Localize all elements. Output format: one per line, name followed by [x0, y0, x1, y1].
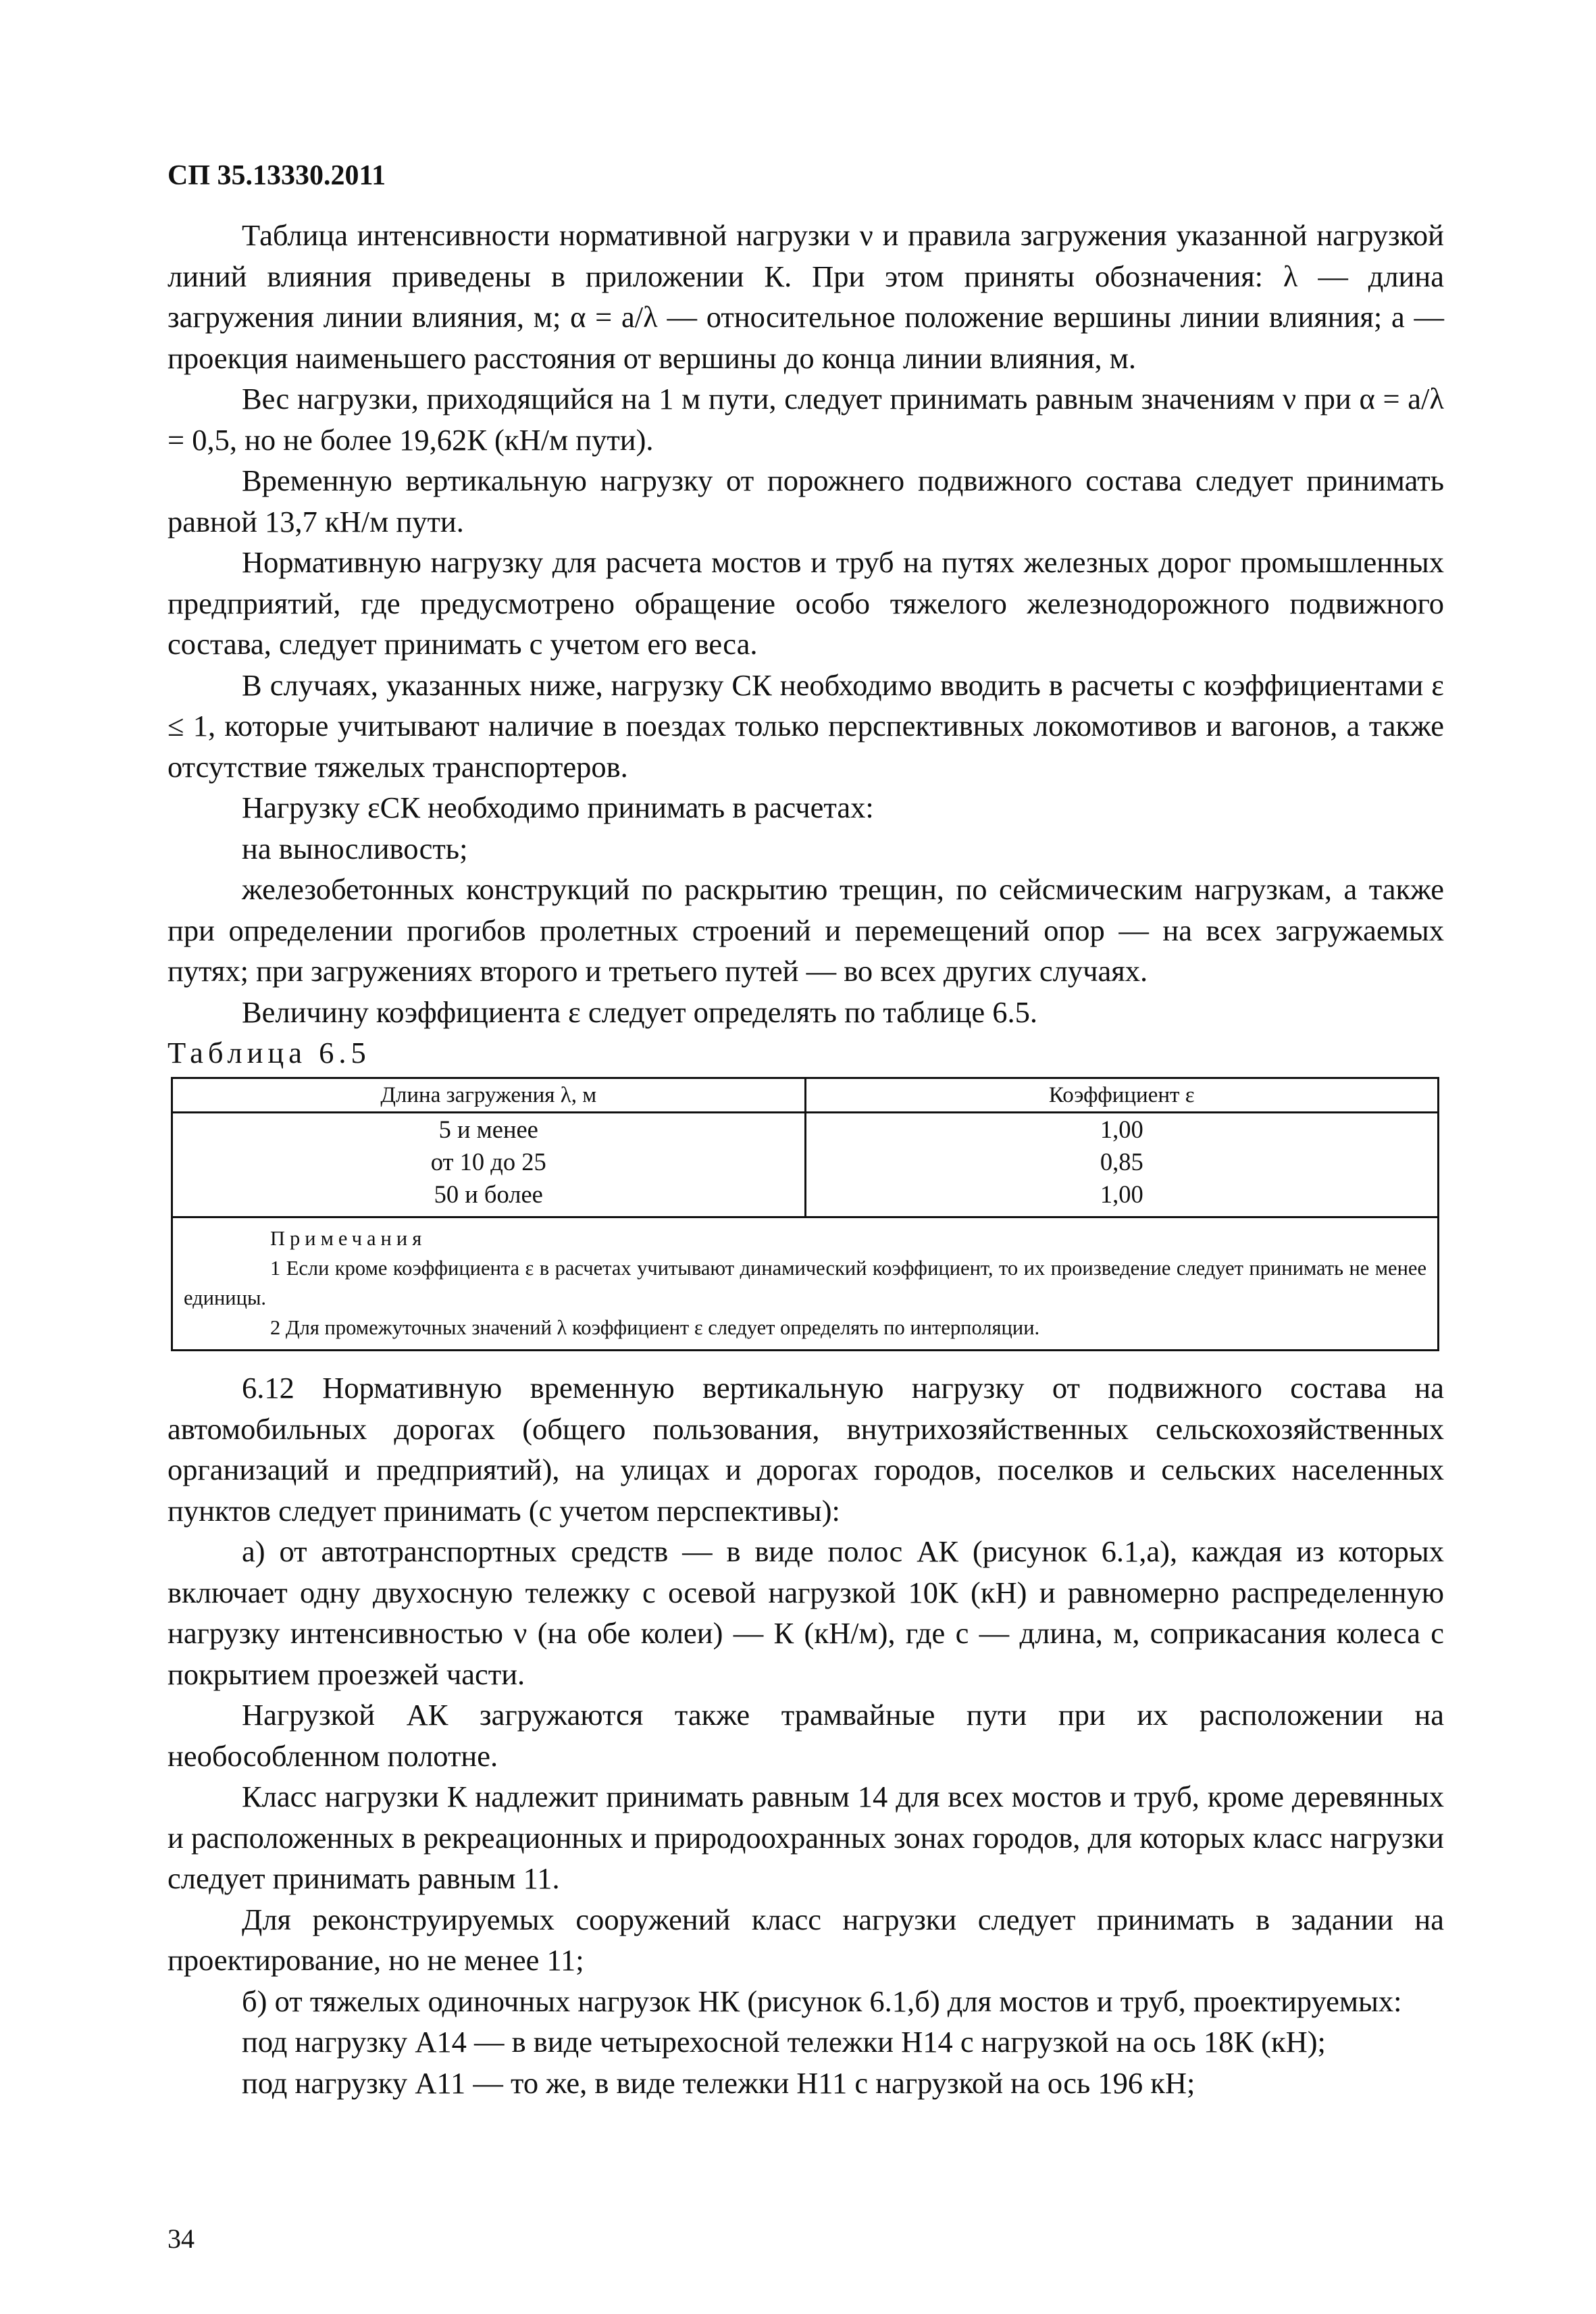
table-row	[172, 1178, 1439, 1217]
notes-title: Примечания	[270, 1227, 427, 1250]
paragraph: Нормативную нагрузку для расчета мостов и труб на путях железных дорог промышленных предприятий, где предусмотрено обращение особо тяжелого железнодорожного подвижного состава, следует принимать с учетом его веса.	[168, 545, 1444, 661]
table-cell: 5 и менее	[172, 1113, 806, 1147]
table-row	[172, 1146, 1439, 1178]
table-row	[172, 1113, 1439, 1147]
page-number: 34	[168, 2223, 195, 2254]
note-item: 1 Если кроме коэффициента ε в расчетах учитывают динамический коэффициент, то их произведение следует принимать не менее единицы.	[184, 1257, 1426, 1309]
paragraph: под нагрузку А14 — в виде четырехосной тележки Н14 с нагрузкой на ось 18К (кН);	[242, 2025, 1326, 2059]
paragraph: на выносливость;	[242, 831, 468, 865]
paragraph: Класс нагрузки К надлежит принимать равным 14 для всех мостов и труб, кроме деревянных и расположенных в рекреационных и природоохранных зонах городов, для которых класс нагрузки следует принимать равным 11.	[168, 1780, 1444, 1895]
table-cell: 50 и более	[172, 1178, 806, 1217]
coefficient-table	[171, 1077, 1439, 1351]
paragraph: а) от автотранспортных средств — в виде полос АК (рисунок 6.1,а), каждая из которых включает одну двухосную тележку с осевой нагрузкой 10К (кН) и равномерно распределенную нагрузку интенсивностью ν (на обе колеи) — К (кН/м), где с — длина, м, соприкасания колеса с покрытием проезжей части.	[168, 1534, 1444, 1691]
paragraph: В случаях, указанных ниже, нагрузку СК необходимо вводить в расчеты с коэффициентами ε ≤ 1, которые учитывают наличие в поездах только перспективных локомотивов и вагонов, а также отсутствие тяжелых транспортеров.	[168, 668, 1444, 784]
paragraph: под нагрузку А11 — то же, в виде тележки Н11 с нагрузкой на ось 196 кН;	[242, 2065, 1195, 2100]
table-cell: 0,85	[805, 1146, 1439, 1178]
paragraph: Величину коэффициента ε следует определять по таблице 6.5.	[242, 995, 1038, 1029]
text-block-lower	[168, 1367, 1444, 2103]
paragraph: Для реконструируемых сооружений класс нагрузки следует принимать в задании на проектирование, но не менее 11;	[168, 1902, 1444, 1977]
paragraph: Нагрузку εСК необходимо принимать в расчетах:	[242, 790, 874, 824]
paragraph: Вес нагрузки, приходящийся на 1 м пути, следует принимать равным значениям ν при α = a/λ = 0,5, но не более 19,62К (кН/м пути).	[168, 382, 1444, 457]
paragraph: Таблица интенсивности нормативной нагрузки ν и правила загружения указанной нагрузкой линий влияния приведены в приложении К. При этом приняты обозначения: λ — длина загружения линии влияния, м; α = a/λ — относительное положение вершины линии влияния; a — проекция наименьшего расстояния от вершины до конца линии влияния, м.	[168, 218, 1444, 375]
paragraph: Нагрузкой АК загружаются также трамвайные пути при их расположении на необособленном полотне.	[168, 1698, 1444, 1773]
text-block-upper	[168, 215, 1444, 1032]
note-item: 2 Для промежуточных значений λ коэффициент ε следует определять по интерполяции.	[270, 1316, 1040, 1339]
document-code-header: СП 35.13330.2011	[168, 160, 386, 191]
table-cell: 1,00	[805, 1178, 1439, 1217]
table-cell: 1,00	[805, 1113, 1439, 1147]
paragraph: 6.12 Нормативную временную вертикальную нагрузку от подвижного состава на автомобильных дорогах (общего пользования, внутрихозяйственных сельскохозяйственных организаций и предприятий), на улицах и дорогах городов, поселков и сельских населенных пунктов следует принимать (с учетом перспективы):	[168, 1371, 1444, 1528]
paragraph: б) от тяжелых одиночных нагрузок НК (рисунок 6.1,б) для мостов и труб, проектируемых:	[242, 1984, 1402, 2018]
paragraph: железобетонных конструкций по раскрытию трещин, по сейсмическим нагрузкам, а также при определении прогибов пролетных строений и перемещений опор — на всех загружаемых путях; при загружениях второго и третьего путей — во всех других случаях.	[168, 872, 1444, 988]
table-cell: от 10 до 25	[172, 1146, 806, 1178]
column-header-length: Длина загружения λ, м	[172, 1078, 806, 1113]
table-notes	[172, 1217, 1439, 1351]
table-caption: Таблица 6.5	[168, 1036, 371, 1070]
column-header-coefficient: Коэффициент ε	[805, 1078, 1439, 1113]
paragraph: Временную вертикальную нагрузку от порожнего подвижного состава следует принимать равной 13,7 кН/м пути.	[168, 463, 1444, 538]
